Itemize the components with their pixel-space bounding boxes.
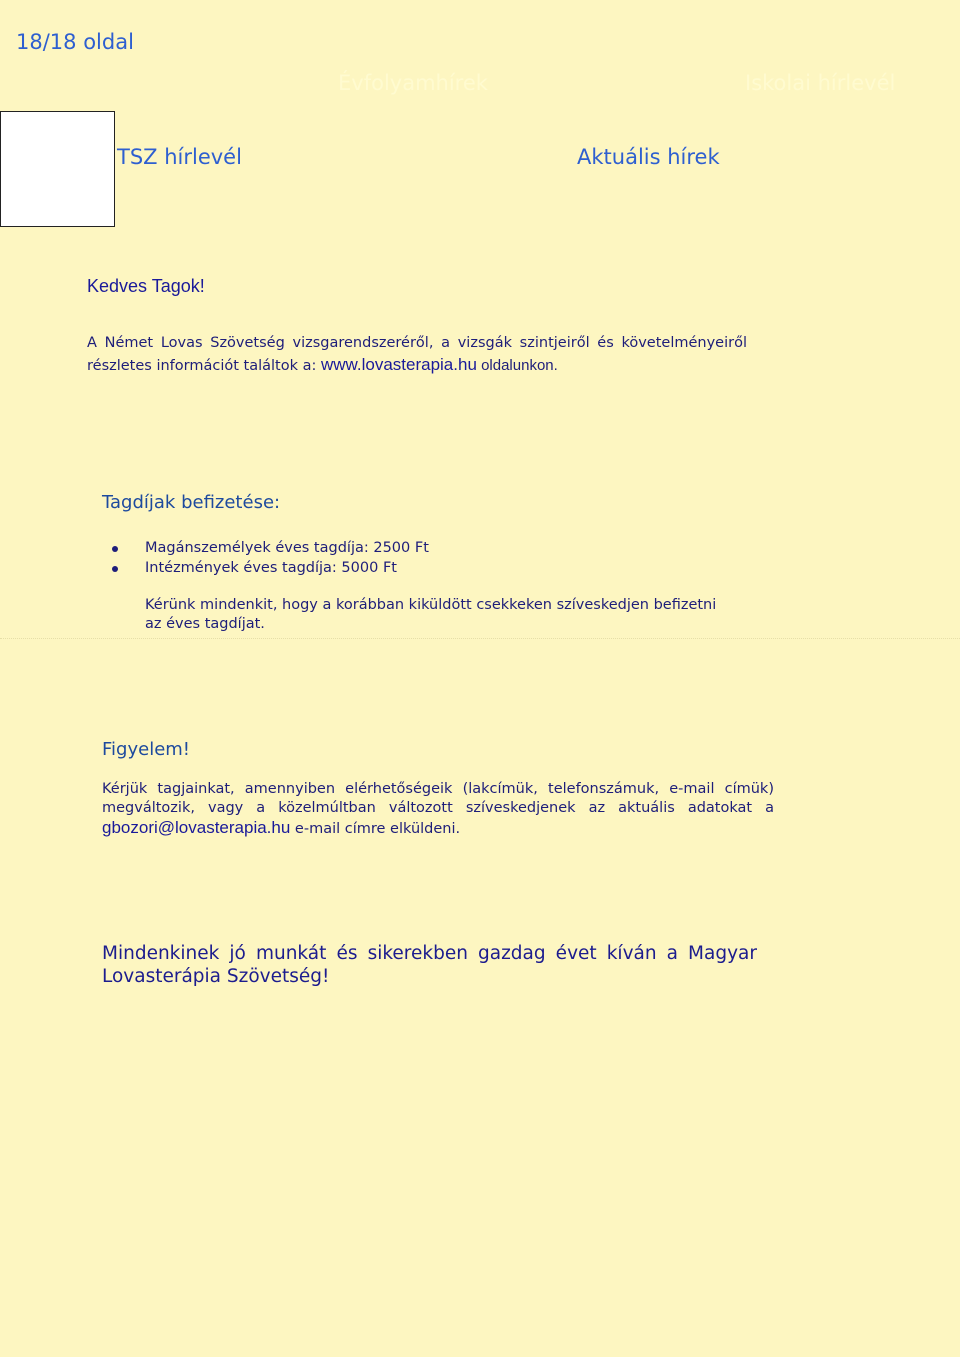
intro-text: A Német Lovas Szövetség vizsgarendszeréről, a vizsgák szintjeiről és követelményeiről részletes információt találtok a: bbox=[87, 335, 747, 374]
logo-placeholder bbox=[0, 111, 115, 227]
nav-link-evfolyamhirek[interactable]: Évfolyamhírek bbox=[338, 71, 488, 95]
website-link[interactable]: www.lovasterapia.hu bbox=[320, 355, 477, 374]
attention-after: e-mail címre elküldeni. bbox=[290, 821, 461, 837]
page-counter: 18/18 oldal bbox=[16, 30, 134, 54]
closing-message: Mindenkinek jó munkát és sikerekben gazdag évet kíván a Magyar Lovasterápia Szövetség! bbox=[102, 943, 757, 987]
attention-paragraph bbox=[102, 780, 774, 839]
attention-title: Figyelem! bbox=[102, 739, 191, 760]
intro-paragraph bbox=[87, 333, 747, 377]
fees-title: Tagdíjak befizetése: bbox=[102, 492, 281, 513]
divider bbox=[0, 638, 960, 639]
fee-item-institution: Intézmények éves tagdíja: 5000 Ft bbox=[112, 558, 429, 578]
attention-text: Kérjük tagjainkat, amennyiben elérhetőségeik (lakcímük, telefonszámuk, e-mail címük) megváltozik, vagy a közelmúltban változott szíveskedjenek az aktuális adatokat a bbox=[102, 781, 774, 816]
intro-after: oldalunkon. bbox=[476, 357, 558, 374]
fee-item-private: Magánszemélyek éves tagdíja: 2500 Ft bbox=[112, 538, 429, 558]
fee-list bbox=[112, 538, 429, 578]
nav-link-tsz-hirlevel[interactable]: TSZ hírlevél bbox=[117, 145, 242, 169]
fee-note: Kérünk mindenkit, hogy a korábban kiküldött csekkeken szíveskedjen befizetni az éves tagdíjat. bbox=[145, 597, 717, 632]
nav-link-aktualis-hirek[interactable]: Aktuális hírek bbox=[577, 145, 720, 169]
greeting: Kedves Tagok! bbox=[87, 276, 205, 296]
email-link[interactable]: gbozori@lovasterapia.hu bbox=[102, 818, 291, 837]
nav-link-iskolai-hirlevel[interactable]: Iskolai hírlevél bbox=[745, 71, 896, 95]
